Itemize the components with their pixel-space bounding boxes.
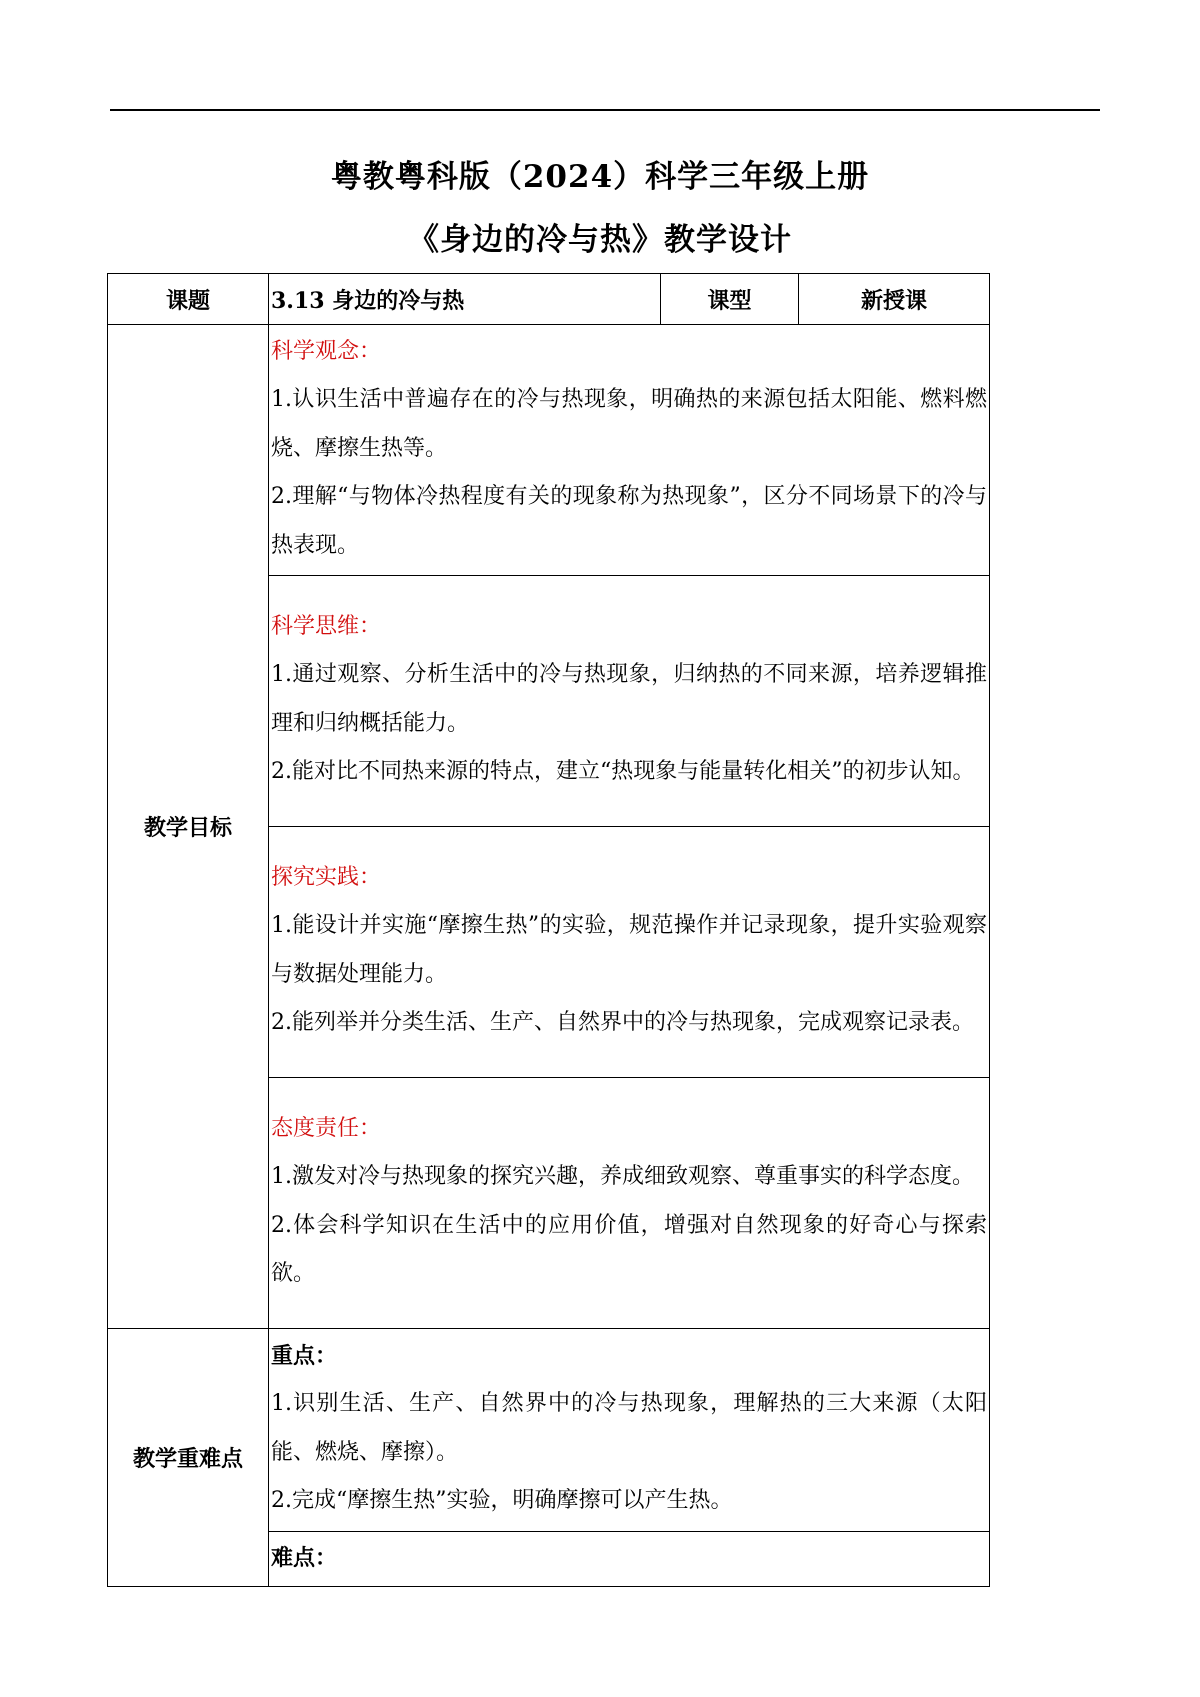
document-title: 粤教粤科版（2024）科学三年级上册	[330, 159, 870, 195]
focus-heading: 重点：	[271, 1343, 338, 1370]
table-header-row	[108, 274, 990, 325]
objective-section-attitude	[269, 1078, 990, 1329]
topic-label: 课题	[108, 274, 269, 325]
lesson-type-label: 课型	[661, 274, 799, 325]
list-item: 2.理解“与物体冷热程度有关的现象称为热现象”，区分不同场景下的冷与热表现。	[271, 484, 987, 558]
list-item: 1.通过观察、分析生活中的冷与热现象，归纳热的不同来源，培养逻辑推理和归纳概括能力。	[271, 662, 987, 736]
objective-section-thinking	[269, 576, 990, 827]
list-item: 1.识别生活、生产、自然界中的冷与热现象，理解热的三大来源（太阳能、燃烧、摩擦）。	[271, 1391, 987, 1465]
key-points-row-focus	[108, 1329, 990, 1532]
list-item: 1.能设计并实施“摩擦生热”的实验，规范操作并记录现象，提升实验观察与数据处理能力。	[271, 913, 987, 987]
list-item: 1.认识生活中普遍存在的冷与热现象，明确热的来源包括太阳能、燃料燃烧、摩擦生热等。	[271, 387, 987, 461]
section-heading: 科学思维：	[271, 614, 382, 640]
list-item: 1.激发对冷与热现象的探究兴趣，养成细致观察、尊重事实的科学态度。	[271, 1164, 974, 1190]
objective-section-concept	[269, 325, 990, 576]
section-heading: 探究实践：	[271, 865, 382, 891]
lesson-plan-table	[107, 273, 990, 1587]
list-item: 2.体会科学知识在生活中的应用价值，增强对自然现象的好奇心与探索欲。	[271, 1212, 987, 1287]
list-item: 2.完成“摩擦生热”实验，明确摩擦可以产生热。	[271, 1488, 733, 1514]
objectives-row-concept	[108, 325, 990, 576]
section-heading: 态度责任：	[271, 1116, 382, 1142]
difficulty-heading: 难点：	[271, 1545, 338, 1571]
topic-value: 3.13 身边的冷与热	[269, 274, 661, 325]
objectives-label: 教学目标	[108, 325, 269, 1329]
list-item: 2.能列举并分类生活、生产、自然界中的冷与热现象，完成观察记录表。	[271, 1010, 974, 1036]
document-subtitle: 《身边的冷与热》教学设计	[408, 222, 792, 258]
focus-section	[269, 1329, 990, 1532]
section-heading: 科学观念：	[271, 339, 382, 364]
list-item: 2.能对比不同热来源的特点，建立“热现象与能量转化相关”的初步认知。	[271, 759, 975, 785]
lesson-type-value: 新授课	[799, 274, 990, 325]
difficulty-section	[269, 1532, 990, 1587]
key-points-label: 教学重难点	[108, 1329, 269, 1587]
header-rule	[110, 109, 1100, 111]
objective-section-practice	[269, 827, 990, 1078]
